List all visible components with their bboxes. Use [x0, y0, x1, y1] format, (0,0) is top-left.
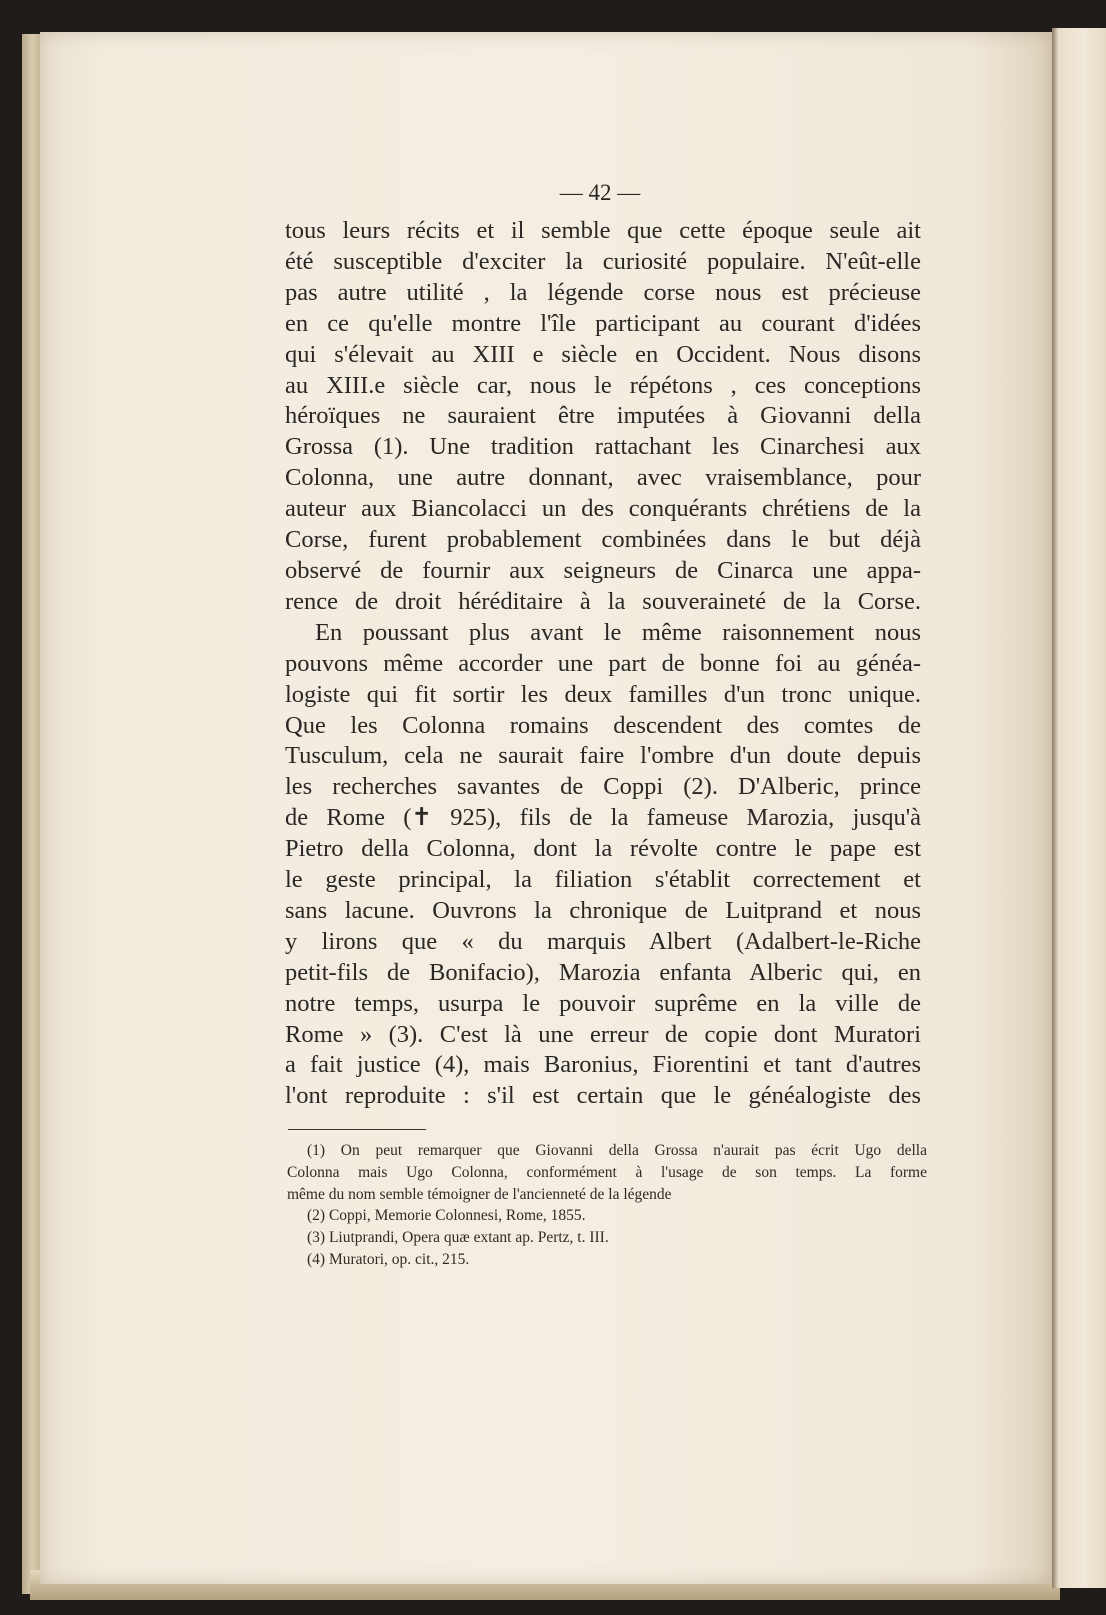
footnotes: [287, 1140, 927, 1271]
body-line: Tusculum, cela ne saurait faire l'ombre d'un doute depuis: [285, 742, 921, 770]
body-line: rence de droit héréditaire à la souveraineté de la Corse.: [285, 587, 921, 615]
body-line: héroïques ne sauraient être imputées à Giovanni della: [285, 402, 921, 430]
body-line: logiste qui fit sortir les deux familles d'un tronc unique.: [285, 680, 921, 708]
body-line: l'ont reproduite : s'il est certain que le généalogiste des: [285, 1082, 921, 1110]
body-line: les recherches savantes de Coppi (2). D'Alberic, prince: [285, 773, 921, 801]
body-line: en ce qu'elle montre l'île participant au courant d'idées: [285, 309, 921, 337]
body-line: de Rome (✝ 925), fils de la fameuse Marozia, jusqu'à: [285, 804, 921, 832]
body-line: auteur aux Biancolacci un des conquérants chrétiens de la: [285, 495, 921, 523]
body-line: petit-fils de Bonifacio), Marozia enfanta Alberic qui, en: [285, 958, 921, 986]
body-line: Corse, furent probablement combinées dans le but déjà: [285, 526, 921, 554]
body-line: Pietro della Colonna, dont la révolte contre le pape est: [285, 835, 921, 863]
body-line: au XIII.e siècle car, nous le répétons , ces conceptions: [285, 371, 921, 399]
page-number: — 42 —: [559, 180, 641, 205]
body-line: notre temps, usurpa le pouvoir suprême en la ville de: [285, 989, 921, 1017]
body-line: pouvons même accorder une part de bonne foi au généa-: [285, 649, 921, 677]
body-line: Colonna, une autre donnant, avec vraisemblance, pour: [285, 464, 921, 492]
footnote-line: (3) Liutprandi, Opera quæ extant ap. Pertz, t. III.: [307, 1229, 609, 1247]
footnote-line: Colonna mais Ugo Colonna, conformément à l'usage de son temps. La forme: [287, 1163, 927, 1181]
footnote-line: (4) Muratori, op. cit., 215.: [307, 1250, 470, 1268]
body-line: a fait justice (4), mais Baronius, Fiorentini et tant d'autres: [285, 1051, 921, 1079]
footnote-separator: [288, 1129, 426, 1130]
body-line: été susceptible d'exciter la curiosité populaire. N'eût-elle: [285, 247, 921, 275]
body-line: sans lacune. Ouvrons la chronique de Luitprand et nous: [285, 896, 921, 924]
footnote-line: (1) On peut remarquer que Giovanni della Grossa n'aurait pas écrit Ugo della: [307, 1142, 927, 1159]
body-line: pas autre utilité , la légende corse nous est précieuse: [285, 278, 921, 306]
body-text: [285, 216, 921, 1112]
body-line: tous leurs récits et il semble que cette époque seule ait: [285, 217, 921, 244]
footnote-line: même du nom semble témoigner de l'ancienneté de la légende: [287, 1185, 672, 1203]
body-line: Que les Colonna romains descendent des comtes de: [285, 711, 921, 739]
body-line: En poussant plus avant le même raisonnement nous: [315, 618, 921, 646]
body-line: Rome » (3). C'est là une erreur de copie dont Muratori: [285, 1020, 921, 1048]
body-line: observé de fournir aux seigneurs de Cinarca une appa-: [285, 556, 921, 584]
body-line: y lirons que « du marquis Albert (Adalbert-le-Riche: [285, 927, 921, 955]
body-line: qui s'élevait au XIII e siècle en Occident. Nous disons: [285, 340, 921, 368]
adjacent-page-edge: [1052, 28, 1106, 1588]
footnote-line: (2) Coppi, Memorie Colonnesi, Rome, 1855.: [307, 1207, 586, 1225]
body-line: le geste principal, la filiation s'établit correctement et: [285, 866, 921, 894]
body-line: Grossa (1). Une tradition rattachant les Cinarchesi aux: [285, 433, 921, 461]
